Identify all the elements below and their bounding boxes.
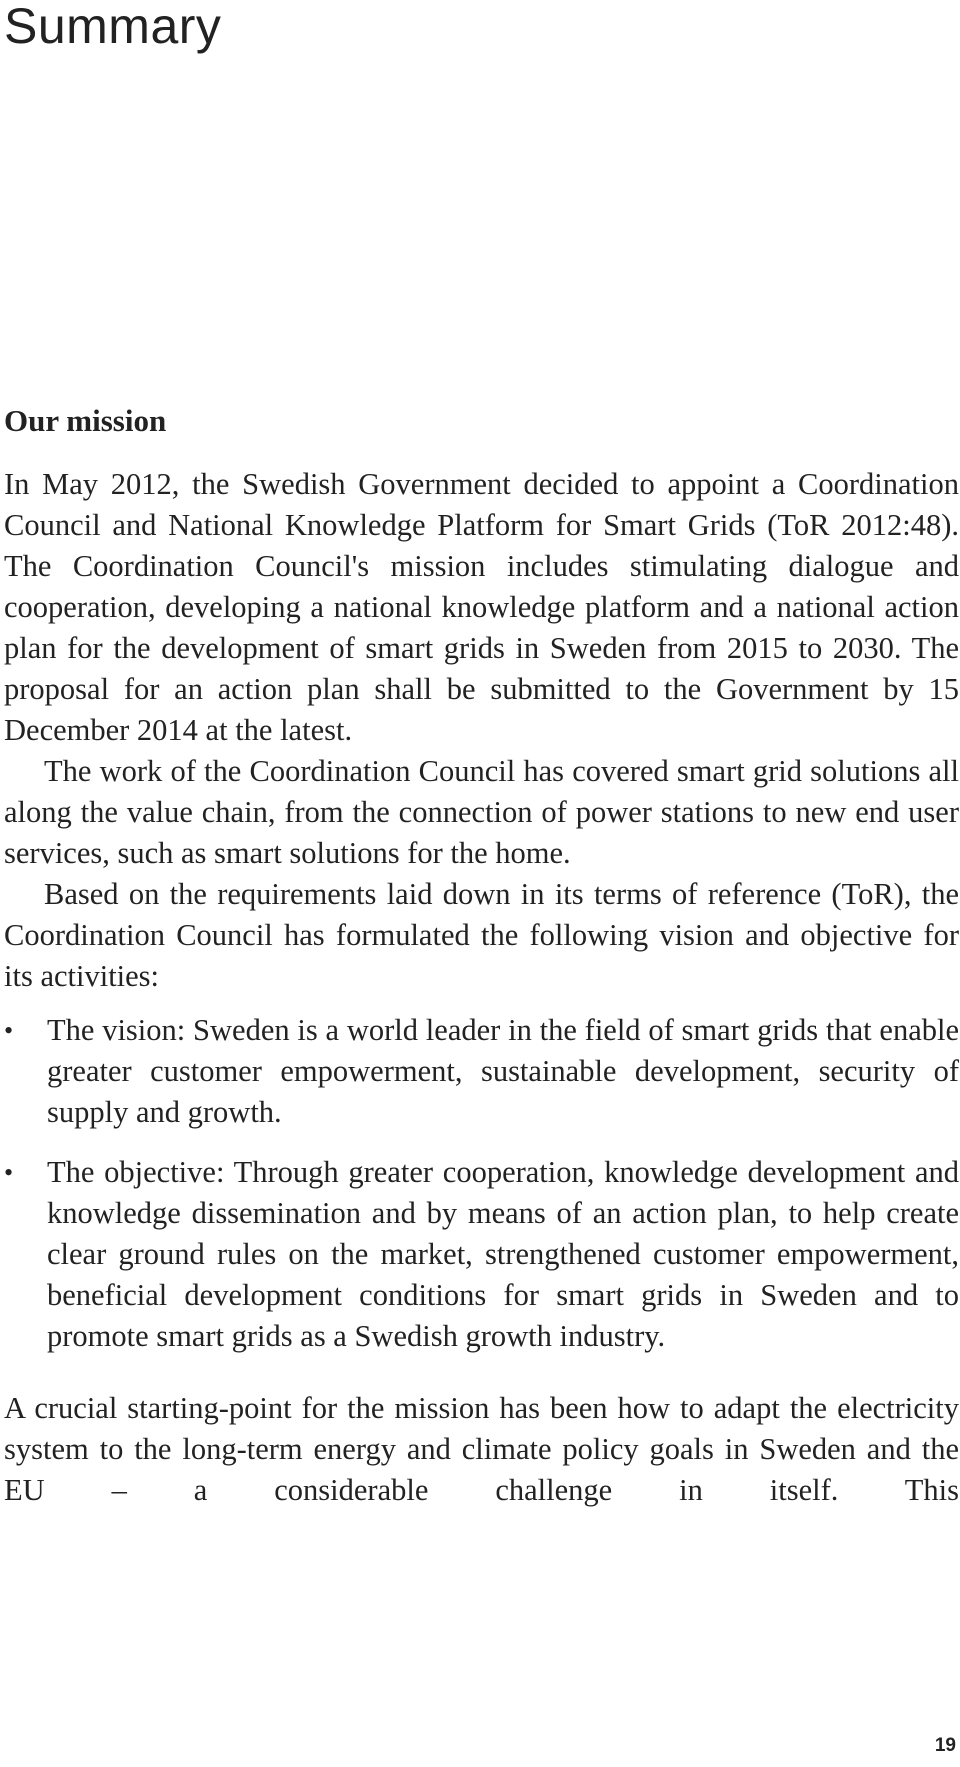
bullet-text: The vision: Sweden is a world leader in the field of smart grids that enable greater customer empowerment, sustainable development, security of supply and growth.	[47, 1013, 959, 1129]
paragraph: A crucial starting-point for the mission has been how to adapt the electricity system to the long-term energy and climate policy goals in Sweden and the EU – a considerable challenge in itself. This	[4, 1391, 959, 1507]
bullet-item-objective	[4, 1152, 959, 1357]
bullet-list	[4, 1010, 959, 1357]
page-number: 19	[934, 1735, 956, 1756]
paragraph: Based on the requirements laid down in its terms of reference (ToR), the Coordination Council has formulated the following vision and objective for its activities:	[4, 877, 959, 993]
bullet-icon: •	[4, 1016, 14, 1045]
page-title: Summary	[4, 0, 222, 54]
bullet-icon: •	[4, 1158, 14, 1187]
document-body	[4, 400, 959, 1511]
section-heading: Our mission	[4, 403, 167, 438]
bullet-item-vision	[4, 1010, 959, 1133]
paragraph: The work of the Coordination Council has covered smart grid solutions all along the value chain, from the connection of power stations to new end user services, such as smart solutions for the home.	[4, 754, 959, 870]
bullet-text: The objective: Through greater cooperation, knowledge development and knowledge dissemination and by means of an action plan, to help create clear ground rules on the market, strengthened customer empowerment, beneficial development conditions for smart grids in Sweden and to promote smart grids as a Swedish growth industry.	[47, 1155, 959, 1353]
paragraph: In May 2012, the Swedish Government decided to appoint a Coordination Council and National Knowledge Platform for Smart Grids (ToR 2012:48). The Coordination Council's mission includes stimulating dialogue and cooperation, developing a national knowledge platform and a national action plan for the development of smart grids in Sweden from 2015 to 2030. The proposal for an action plan shall be submitted to the Government by 15 December 2014 at the latest.	[4, 467, 959, 747]
